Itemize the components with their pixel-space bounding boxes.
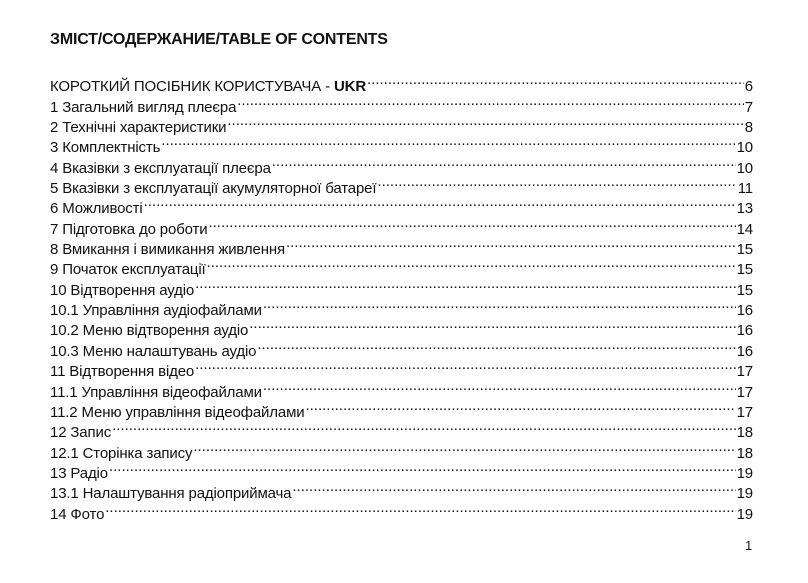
- toc-entry-page-number: 10: [736, 139, 753, 157]
- toc-entry[interactable]: [50, 71, 753, 96]
- toc-entry-title: 1 Загальний вигляд плеєра: [50, 98, 237, 116]
- toc-entry-page-number: 17: [736, 363, 753, 381]
- dot-leader: [208, 213, 735, 233]
- dot-leader: [305, 397, 735, 417]
- toc-entry-title: 12.1 Сторінка запису: [50, 444, 193, 462]
- dot-leader: [237, 91, 744, 111]
- toc-entry-title: 11.1 Управління відеофайлами: [50, 383, 262, 401]
- toc-entry-page-number: 10: [736, 159, 753, 177]
- dot-leader: [257, 335, 735, 355]
- toc-entry-title: 3 Комплектність: [50, 139, 161, 157]
- toc-entry-page-number: 8: [744, 119, 753, 137]
- toc-entry-title: КОРОТКИЙ ПОСІБНИК КОРИСТУВАЧА - UKR: [50, 78, 367, 96]
- toc-entry-title: 10.1 Управління аудіофайлами: [50, 302, 262, 320]
- toc-entry-title: 11.2 Меню управління відеофайлами: [50, 403, 305, 421]
- dot-leader: [112, 417, 736, 437]
- toc-entry-page-number: 14: [736, 220, 753, 238]
- toc-entry-page-number: 17: [736, 403, 753, 421]
- toc-entry-title: 9 Початок експлуатації: [50, 261, 206, 279]
- page-title: ЗМІСТ/СОДЕРЖАНИЕ/TABLE OF CONTENTS: [50, 31, 388, 48]
- dot-leader: [272, 152, 736, 172]
- toc-entry[interactable]: [50, 193, 753, 218]
- toc-entry[interactable]: [50, 498, 753, 523]
- toc-entry-page-number: 17: [736, 383, 753, 401]
- dot-leader: [195, 356, 735, 376]
- toc-entry-title: 12 Запис: [50, 424, 112, 442]
- dot-leader: [105, 498, 735, 518]
- dot-leader: [292, 478, 735, 498]
- toc-entry[interactable]: [50, 458, 753, 482]
- toc-entry-language-code: UKR: [333, 78, 367, 96]
- dot-leader: [161, 132, 735, 152]
- toc-entry-page-number: 6: [744, 78, 753, 96]
- toc-entry-title: 2 Технічні характеристики: [50, 119, 227, 137]
- table-of-contents: [50, 71, 753, 523]
- toc-entry-page-number: 15: [736, 281, 753, 299]
- page-number: 1: [745, 538, 753, 553]
- toc-entry-page-number: 11: [737, 180, 753, 198]
- dot-leader: [109, 458, 736, 478]
- dot-leader: [144, 193, 736, 213]
- toc-entry-title: 6 Можливості: [50, 200, 143, 218]
- toc-entry-title: 10.2 Меню відтворення аудіо: [50, 322, 249, 340]
- toc-entry-title: 10.3 Меню налаштувань аудіо: [50, 342, 257, 360]
- toc-entry-title: 13 Радіо: [50, 464, 108, 482]
- toc-entry-title: 8 Вмикання і вимикання живлення: [50, 241, 285, 259]
- toc-entry-title: 7 Підготовка до роботи: [50, 220, 208, 238]
- dot-leader: [286, 234, 736, 254]
- toc-entry[interactable]: [50, 213, 753, 238]
- toc-entry-title: 13.1 Налаштування радіоприймача: [50, 485, 292, 503]
- toc-entry-page-number: 7: [744, 98, 753, 116]
- dot-leader: [227, 112, 743, 132]
- toc-entry-page-number: 15: [736, 261, 753, 279]
- dot-leader: [263, 295, 736, 315]
- toc-entry[interactable]: [50, 478, 753, 503]
- dot-leader: [207, 254, 736, 274]
- dot-leader: [193, 437, 735, 457]
- toc-entry-page-number: 19: [736, 485, 753, 503]
- toc-entry[interactable]: [50, 437, 753, 462]
- toc-entry-page-number: 16: [736, 342, 753, 360]
- toc-entry-page-number: 19: [736, 505, 753, 523]
- toc-entry-page-number: 19: [736, 464, 753, 482]
- dot-leader: [249, 315, 735, 335]
- toc-entry-page-number: 13: [736, 200, 753, 218]
- toc-entry-title: 11 Відтворення відео: [50, 363, 195, 381]
- dot-leader: [377, 173, 736, 193]
- dot-leader: [263, 376, 736, 396]
- dot-leader: [195, 274, 736, 294]
- toc-entry-title: 5 Вказівки з експлуатації акумуляторної батареї: [50, 180, 377, 198]
- toc-entry-title: 14 Фото: [50, 505, 105, 523]
- dot-leader: [367, 71, 744, 91]
- toc-entry-page-number: 15: [736, 241, 753, 259]
- toc-entry-title: 10 Відтворення аудіо: [50, 281, 195, 299]
- toc-entry-page-number: 18: [736, 444, 753, 462]
- toc-entry-page-number: 18: [736, 424, 753, 442]
- toc-entry-page-number: 16: [736, 302, 753, 320]
- toc-entry-title: 4 Вказівки з експлуатації плеєра: [50, 159, 271, 177]
- toc-entry-page-number: 16: [736, 322, 753, 340]
- toc-entry[interactable]: [50, 417, 753, 442]
